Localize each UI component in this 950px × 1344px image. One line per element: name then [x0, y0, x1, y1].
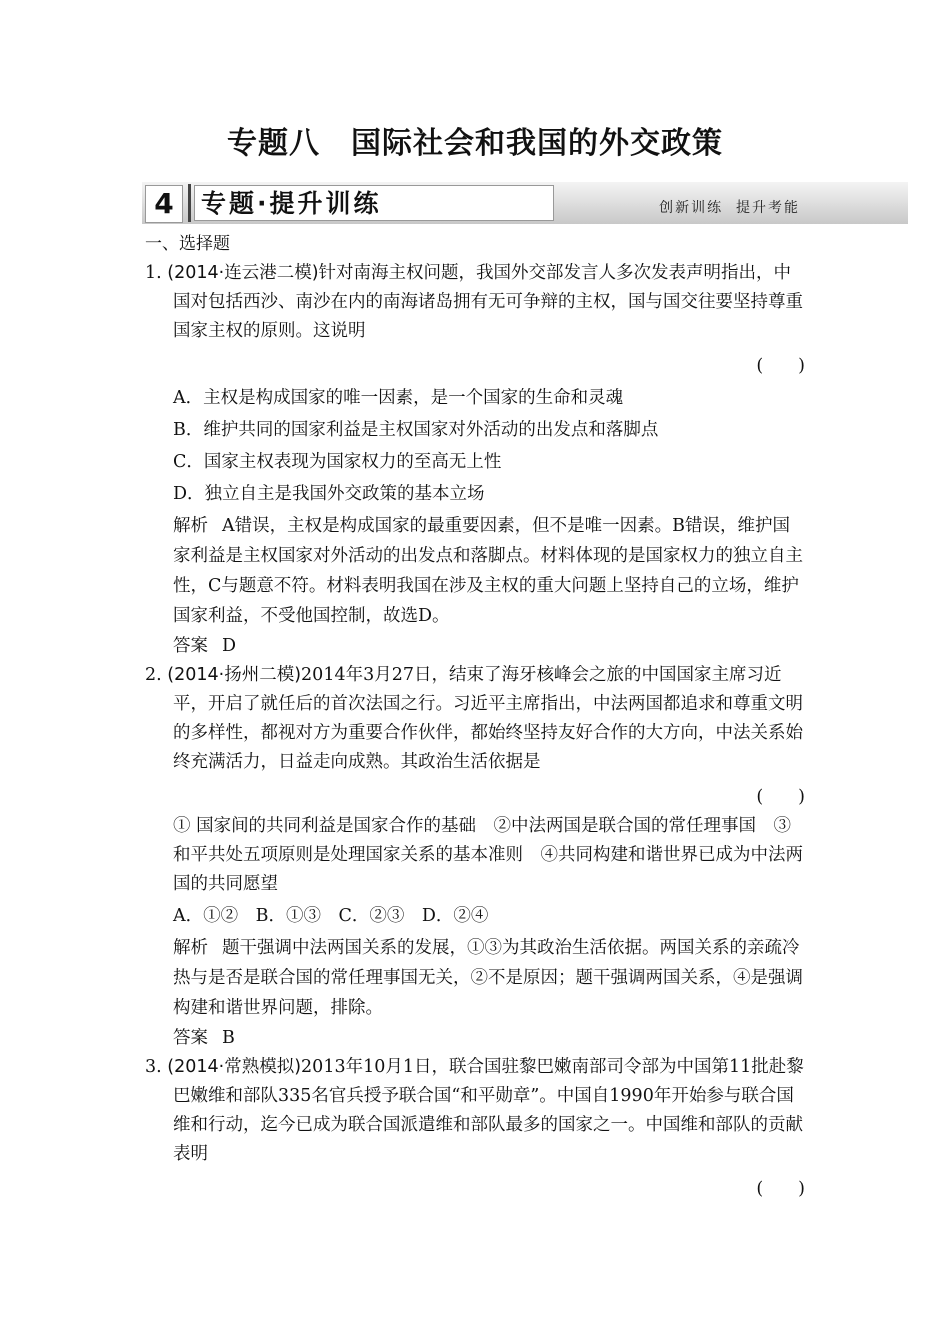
- question-text: 2014年3月27日，结束了海牙核峰会之旅的中国国家主席习近平，开启了就任后的首次法国之行。习近平主席指出，中法两国都追求和尊重文明的多样性，都视对方为重要合作伙伴，都始终坚持友好合作的大方向，中法关系始终充满活力，日益走向成熟。其政治生活依据是: [173, 665, 803, 772]
- answer-blank: ( ): [756, 1179, 805, 1199]
- question-1: [145, 259, 807, 661]
- analysis-text: 题干强调中法两国关系的发展，①③为其政治生活依据。两国关系的亲疏冷热与是否是联合国的常任理事国无关，②不是原因；题干强调两国关系，④是强调构建和谐世界问题，排除。: [173, 938, 803, 1018]
- analysis-text: A错误，主权是构成国家的最重要因素，但不是唯一因素。B错误，维护国家利益是主权国家对外活动的出发点和落脚点。材料体现的是国家权力的独立自主性，C与题意不符。材料表明我国在涉及主权的重大问题上坚持自己的立场，维护国家利益，不受他国控制，故选D。: [173, 516, 803, 626]
- question-3: [145, 1053, 807, 1204]
- section-heading: 一、选择题: [145, 234, 230, 254]
- answer-label: 答案: [173, 636, 208, 656]
- option-a: A．主权是构成国家的唯一因素，是一个国家的生命和灵魂: [173, 388, 624, 408]
- question-number: 1.: [145, 263, 162, 283]
- question-text: 2013年10月1日，联合国驻黎巴嫩南部司令部为中国第11批赴黎巴嫩维和部队335名官兵授予联合国“和平勋章”。中国自1990年开始参与联合国维和行动，迄今已成为联合国派遣维和部队最多的国家之一。中国维和部队的贡献表明: [173, 1057, 804, 1164]
- question-source: (2014·常熟模拟): [167, 1057, 302, 1077]
- question-number: 2.: [145, 665, 162, 685]
- analysis: [145, 933, 807, 1023]
- banner-label: 专题·提升训练: [194, 185, 554, 221]
- question-source: (2014·扬州二模): [167, 665, 302, 685]
- option-choices: A．①② B．①③ C．②③ D．②④: [173, 906, 489, 926]
- banner-divider: [188, 184, 191, 222]
- answer: [145, 1023, 807, 1053]
- question-2: [145, 661, 807, 1053]
- option-d: D．独立自主是我国外交政策的基本立场: [173, 484, 485, 504]
- analysis: [145, 511, 807, 631]
- section-banner: [142, 182, 908, 224]
- option-c: C．国家主权表现为国家权力的至高无上性: [173, 452, 502, 472]
- question-number: 3.: [145, 1057, 162, 1077]
- answer-blank: ( ): [756, 356, 805, 376]
- question-text: 针对南海主权问题，我国外交部发言人多次发表声明指出，中国对包括西沙、南沙在内的南海诸岛拥有无可争辩的主权，国与国交往要坚持尊重国家主权的原则。这说明: [173, 263, 803, 341]
- option-b: B．维护共同的国家利益是主权国家对外活动的出发点和落脚点: [173, 420, 659, 440]
- question-source: (2014·连云港二模): [167, 263, 319, 283]
- analysis-label: 解析: [173, 516, 208, 536]
- answer: [145, 631, 807, 661]
- banner-number: 4: [145, 185, 183, 223]
- page-title: 专题八 国际社会和我国的外交政策: [227, 126, 723, 161]
- answer-blank: ( ): [756, 787, 805, 807]
- question-stem: [145, 1053, 807, 1169]
- answer-label: 答案: [173, 1028, 208, 1048]
- document-body: [145, 230, 807, 1204]
- answer-value: D: [222, 636, 237, 656]
- question-stem: [145, 661, 807, 777]
- analysis-label: 解析: [173, 938, 208, 958]
- banner-slogan: 创新训练 提升考能: [659, 200, 800, 216]
- statement-list: ① 国家间的共同利益是国家合作的基础 ②中法两国是联合国的常任理事国 ③和平共处五项原则是处理国家关系的基本准则 ④共同构建和谐世界已成为中法两国的共同愿望: [173, 816, 803, 894]
- question-stem: [145, 259, 807, 346]
- answer-value: B: [222, 1028, 235, 1048]
